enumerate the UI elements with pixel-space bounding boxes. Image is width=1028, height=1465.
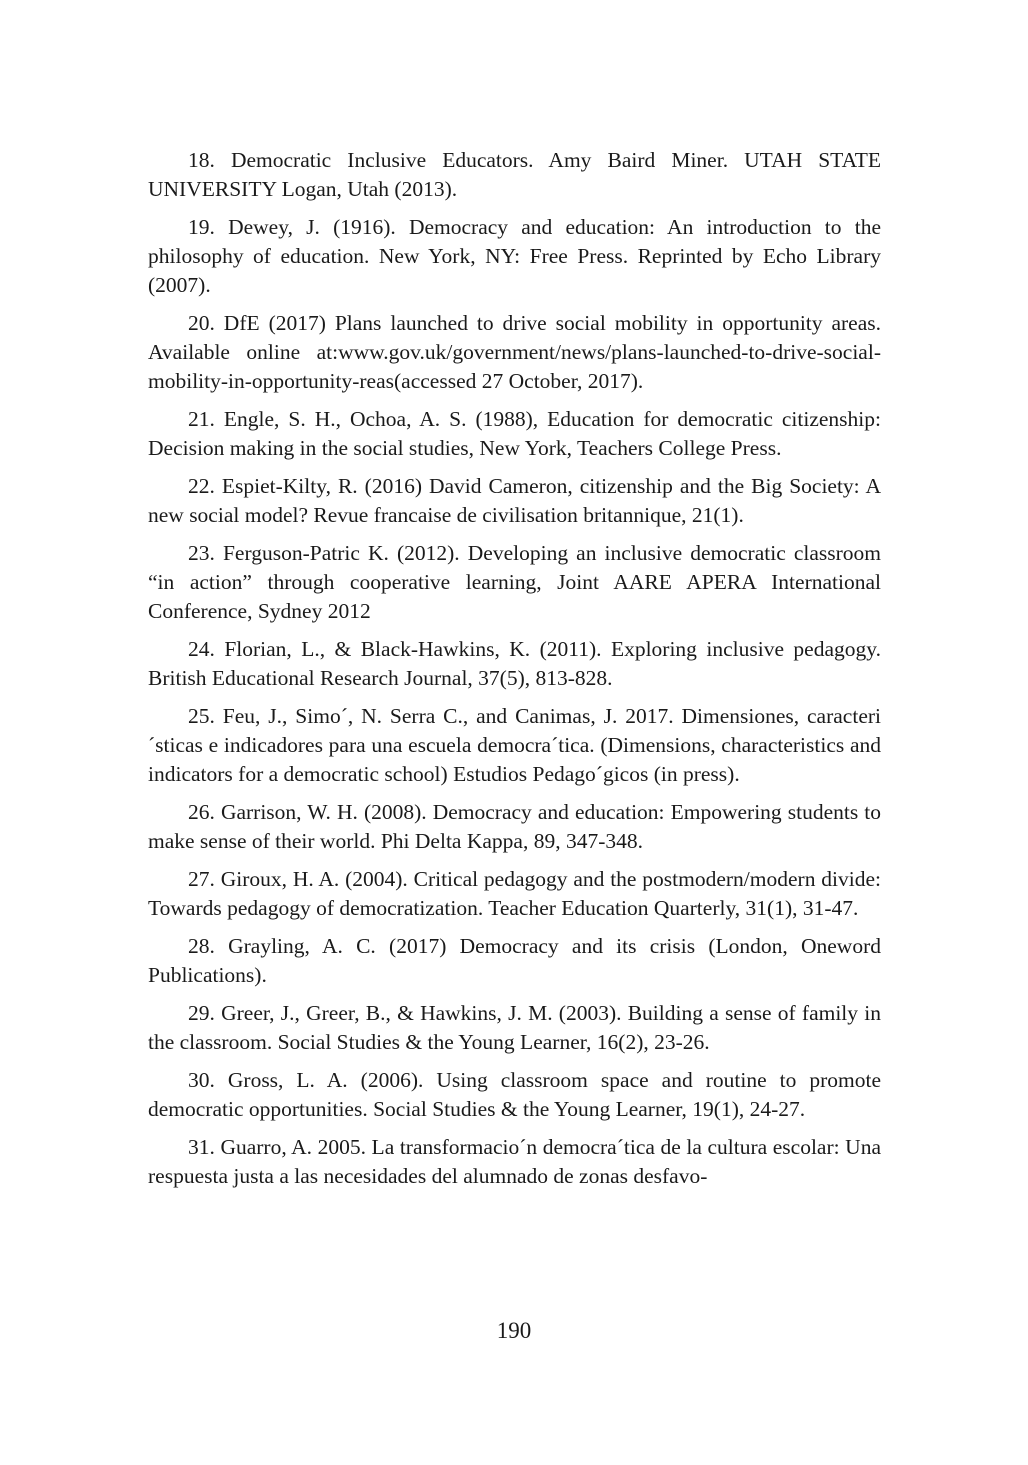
reference-list xyxy=(148,146,881,1200)
reference-entry-29: 29. Greer, J., Greer, B., & Hawkins, J. M. (2003). Building a sense of family in the classroom. Social Studies & the Young Learner, 16(2), 23-26. xyxy=(148,1001,881,1054)
reference-entry-31: 31. Guarro, A. 2005. La transformacio´n democra´tica de la cultura escolar: Una respuesta justa a las necesidades del alumnado de zonas desfavo- xyxy=(148,1135,881,1188)
reference-entry-24: 24. Florian, L., & Black-Hawkins, K. (2011). Exploring inclusive pedagogy. British Educational Research Journal, 37(5), 813-828. xyxy=(148,637,881,690)
reference-entry-22: 22. Espiet-Kilty, R. (2016) David Cameron, citizenship and the Big Society: A new social model? Revue francaise de civilisation britannique, 21(1). xyxy=(148,474,881,527)
reference-entry-27: 27. Giroux, H. A. (2004). Critical pedagogy and the postmodern/modern divide: Towards pedagogy of democratization. Teacher Education Quarterly, 31(1), 31-47. xyxy=(148,867,881,920)
reference-entry-21: 21. Engle, S. H., Ochoa, A. S. (1988), Education for democratic citizenship: Decision making in the social studies, New York, Teachers College Press. xyxy=(148,407,881,460)
reference-entry-18: 18. Democratic Inclusive Educators. Amy Baird Miner. UTAH STATE UNIVERSITY Logan, Utah (2013). xyxy=(148,148,881,201)
reference-entry-23: 23. Ferguson-Patric K. (2012). Developing an inclusive democratic classroom “in action” through cooperative learning, Joint AARE APERA International Conference, Sydney 2012 xyxy=(148,541,881,623)
reference-entry-25: 25. Feu, J., Simo´, N. Serra C., and Canimas, J. 2017. Dimensiones, caracteri´sticas e indicadores para una escuela democra´tica. (Dimensions, characteristics and indicators for a democratic school) Estudios Pedago´gicos (in press). xyxy=(148,704,881,786)
reference-entry-30: 30. Gross, L. A. (2006). Using classroom space and routine to promote democratic opportunities. Social Studies & the Young Learner, 19(1), 24-27. xyxy=(148,1068,881,1121)
reference-entry-26: 26. Garrison, W. H. (2008). Democracy and education: Empowering students to make sense of their world. Phi Delta Kappa, 89, 347-348. xyxy=(148,800,881,853)
page-number: 190 xyxy=(496,1318,532,1343)
reference-entry-20: 20. DfE (2017) Plans launched to drive social mobility in opportunity areas. Available online at:www.gov.uk/government/news/plans-launched-to-​drive-social-mobility-in-opportunity-reas(accessed 27 October, 2017). xyxy=(148,311,881,393)
reference-entry-19: 19. Dewey, J. (1916). Democracy and education: An introduction to the philosophy of education. New York, NY: Free Press. Reprinted by Echo Library (2007). xyxy=(148,215,881,297)
reference-entry-28: 28. Grayling, A. C. (2017) Democracy and its crisis (London, Oneword Publications). xyxy=(148,934,881,987)
